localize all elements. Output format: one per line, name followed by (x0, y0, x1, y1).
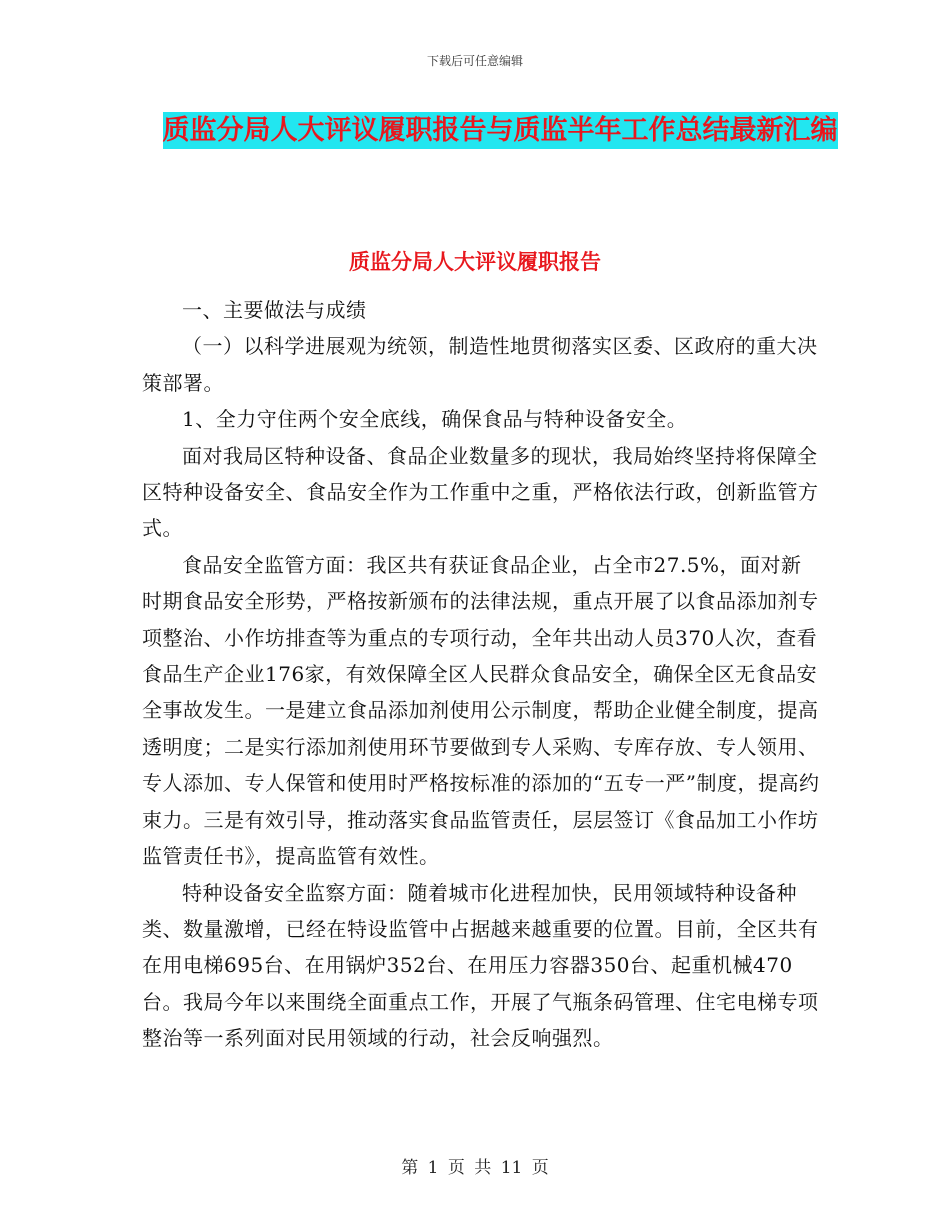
body-paragraph: 特种设备安全监察方面：随着城市化进程加快，民用领域特种设备种类、数量激增，已经在特设监管中占据越来越重要的位置。目前，全区共有在用电梯695台、在用锅炉352台、在用压力容器350台、起重机械470台。我局今年以来围绕全面重点工作，开展了气瓶条码管理、住宅电梯专项整治等一系列面对民用领域的行动，社会反响强烈。 (142, 880, 819, 1051)
body-paragraph: 1、全力守住两个安全底线，确保食品与特种设备安全。 (182, 407, 688, 432)
page-number: 第 1 页 共 11 页 (401, 1158, 549, 1178)
document-title-text: 质监分局人大评议履职报告与质监半年工作总结最新汇编 (163, 112, 838, 149)
body-paragraph: （一）以科学进展观为统领，制造性地贯彻落实区委、区政府的重大决策部署。 (142, 334, 818, 395)
document-title (150, 108, 850, 154)
section-title: 质监分局人大评议履职报告 (349, 249, 601, 274)
body-paragraph: 面对我局区特种设备、食品企业数量多的现状，我局始终坚持将保障全区特种设备安全、食品安全作为工作重中之重，严格依法行政，创新监管方式。 (142, 443, 819, 541)
document-body (142, 292, 822, 1057)
header-note: 下载后可任意编辑 (426, 54, 523, 68)
heading-paragraph: 一、主要做法与成绩 (182, 298, 367, 322)
body-paragraph: 食品安全监管方面：我区共有获证食品企业，占全市27.5%，面对新时期食品安全形势，严格按新颁布的法律法规，重点开展了以食品添加剂专项整治、小作坊排查等为重点的专项行动，全年共出动人员370人次，查看食品生产企业176家，有效保障全区人民群众食品安全，确保全区无食品安全事故发生。一是建立食品添加剂使用公示制度，帮助企业健全制度，提高透明度；二是实行添加剂使用环节要做到专人采购、专库存放、专人领用、专人添加、专人保管和使用时严格按标准的添加的“五专一严”制度，提高约束力。三是有效引导，推动落实食品监管责任，层层签订《食品加工小作坊监管责任书》，提高监管有效性。 (142, 552, 820, 869)
